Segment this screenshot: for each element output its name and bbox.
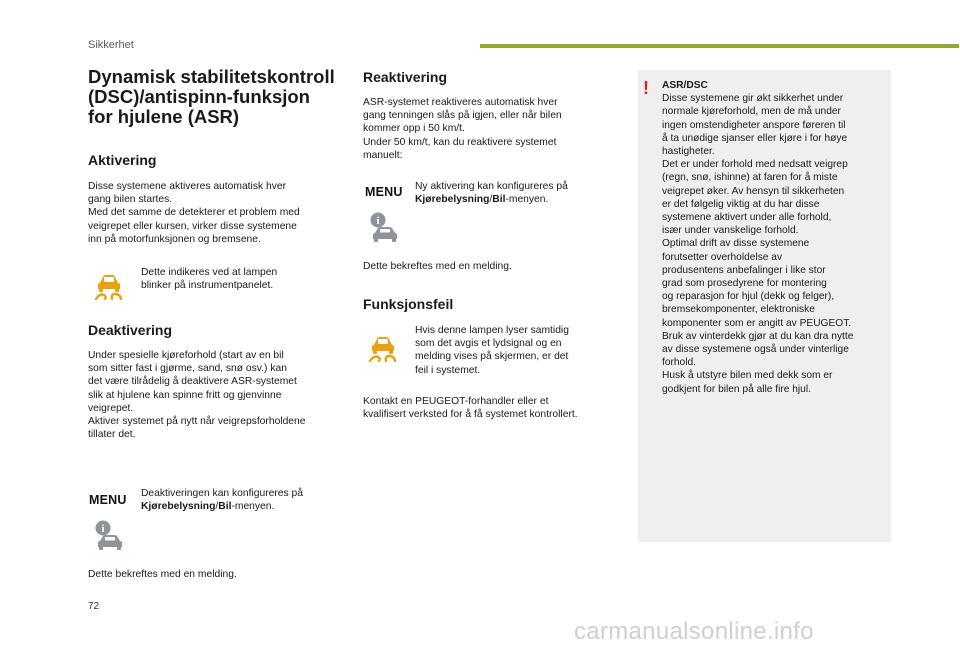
warning-mark-icon: ! <box>643 78 649 98</box>
text-line: som det avgis et lydsignal og en <box>415 338 562 350</box>
text-line: å ta unødige sjanser eller kjøre i for høye <box>662 132 848 144</box>
heading-deaktivering: Deaktivering <box>88 322 173 338</box>
text-line: Med det samme de detekterer et problem med <box>88 207 300 219</box>
menu-path-separator: / <box>489 194 493 206</box>
text-line: Bruk av vinterdekk gjør at du kan dra nytte <box>662 330 854 342</box>
text-line: feil i systemet. <box>415 364 481 376</box>
text-line: av disse systemene også under vinterlige <box>662 344 849 356</box>
menu-icon: MENU <box>365 185 403 199</box>
text-line: melding vises på skjermen, er det <box>415 351 569 363</box>
text-line: kommer opp i 50 km/t. <box>363 123 465 135</box>
text-line: Deaktiveringen kan konfigureres på <box>141 488 303 499</box>
funksjonsfeil-text <box>363 395 628 421</box>
deaktivering-menu-text <box>141 487 346 513</box>
header-accent-bar <box>480 44 959 48</box>
funksjonsfeil-lamp-text <box>415 324 620 377</box>
warning-title: ASR/DSC <box>662 80 708 91</box>
text-line: Husk å utstyre bilen med dekk som er <box>662 370 833 382</box>
text-line: inn på motorfunksjonen og bremsene. <box>88 233 261 245</box>
text-line: blinker på instrumentpanelet. <box>141 280 274 292</box>
text-line: gang bilen startes. <box>88 194 173 206</box>
menu-path-bold: Bil <box>218 501 232 513</box>
text-line: og reparasjon for hjul (dekk og felger), <box>662 291 835 303</box>
title-line: for hjulene (ASR) <box>88 106 240 127</box>
page-number: 72 <box>88 601 100 612</box>
text-line: det være tilrådelig å deaktivere ASR-systemet <box>88 376 297 388</box>
deaktivering-text <box>88 349 350 441</box>
info-car-icon <box>93 519 125 558</box>
heading-funksjonsfeil: Funksjonsfeil <box>363 296 454 312</box>
reaktivering-menu-text <box>415 180 620 206</box>
text-line: tillater det. <box>88 429 136 441</box>
esc-warning-lamp-icon <box>367 334 399 367</box>
text-line <box>415 193 620 206</box>
menu-path-separator: / <box>215 501 219 513</box>
text-line: normale kjøreforhold, men de må under <box>662 106 841 118</box>
menu-path-bold: Kjørebelysning <box>141 501 216 513</box>
heading-reaktivering: Reaktivering <box>363 69 448 85</box>
deaktivering-confirm: Dette bekreftes med en melding. <box>88 569 237 580</box>
text-line: Disse systemene aktiveres automatisk hver <box>88 181 287 192</box>
text-line: Det er under forhold med nedsatt veigrep <box>662 159 848 171</box>
aktivering-lamp-text <box>141 266 341 292</box>
text-line: hastigheter. <box>662 146 715 158</box>
text-line: Dette indikeres ved at lampen <box>141 267 278 278</box>
text-line: grad som prosedyrene for montering <box>662 278 827 290</box>
text-line: gang tenningen slås på igjen, eller når bilen <box>363 110 562 122</box>
text-line: bremsekomponenter, elektroniske <box>662 304 815 316</box>
text-line: er det følgelig viktig at du har disse <box>662 198 820 210</box>
text-line: forhold. <box>662 357 696 369</box>
menu-path-bold: Bil <box>492 194 506 206</box>
text-line: veigrepet. <box>88 402 134 414</box>
svg-text:i: i <box>376 215 380 227</box>
text-line: godkjent for bilen på alle fire hjul. <box>662 383 811 395</box>
esc-warning-lamp-icon <box>93 272 125 305</box>
text-line: Hvis denne lampen lyser samtidig <box>415 325 569 336</box>
reaktivering-text <box>363 96 623 162</box>
text-line: Kontakt en PEUGEOT-forhandler eller et <box>363 396 549 407</box>
text-line: veigrepet eller kursen, virker disse systemene <box>88 220 297 232</box>
text-line: ASR-systemet reaktiveres automatisk hver <box>363 97 558 108</box>
title-line: Dynamisk stabilitetskontroll <box>88 66 335 87</box>
reaktivering-confirm: Dette bekreftes med en melding. <box>363 261 512 272</box>
info-car-icon <box>368 211 400 250</box>
section-header: Sikkerhet <box>88 39 134 51</box>
text-line: kvalifisert verksted for å få systemet kontrollert. <box>363 409 578 421</box>
text-line: især under vanskelige forhold. <box>662 225 799 237</box>
text-line: Ny aktivering kan konfigureres på <box>415 181 568 192</box>
warning-text <box>662 79 890 396</box>
svg-text:i: i <box>101 523 105 535</box>
text-line: veigrepet øker. Av hensyn til sikkerheten <box>662 185 845 197</box>
text-line: Disse systemene gir økt sikkerhet under <box>662 93 844 105</box>
text-line: (regn, snø, ishinne) at faren for å miste <box>662 172 838 184</box>
text-line: slik at hjulene kan spinne fritt og gjenvinne <box>88 389 282 401</box>
text-line: komponenter som er angitt av PEUGEOT. <box>662 317 852 329</box>
text-line <box>141 500 346 513</box>
title-line: (DSC)/antispinn-funksjon <box>88 86 310 107</box>
menu-path-suffix: -menyen. <box>231 501 275 513</box>
text-line: forutsetter overholdelse av <box>662 251 783 263</box>
text-line: Optimal drift av disse systemene <box>662 238 810 250</box>
text-line: systemene aktivert under alle forhold, <box>662 212 832 224</box>
text-line: produsentens anbefalinger i like stor <box>662 264 826 276</box>
text-line: Under spesielle kjøreforhold (start av en bil <box>88 350 284 361</box>
menu-path-bold: Kjørebelysning <box>415 194 490 206</box>
text-line: Aktiver systemet på nytt når veigrepsforholdene <box>88 416 306 428</box>
menu-path-suffix: -menyen. <box>505 194 549 206</box>
heading-aktivering: Aktivering <box>88 152 157 168</box>
text-line: Under 50 km/t, kan du reaktivere systemet <box>363 136 557 148</box>
aktivering-text <box>88 180 348 246</box>
text-line: ingen omstendigheter anspore føreren til <box>662 119 846 131</box>
watermark: carmanualsonline.info <box>574 618 814 645</box>
text-line: som sitter fast i gjørme, sand, snø osv.) kan <box>88 363 287 375</box>
page-title <box>88 67 353 127</box>
menu-icon: MENU <box>89 493 127 507</box>
text-line: manuelt: <box>363 149 403 161</box>
